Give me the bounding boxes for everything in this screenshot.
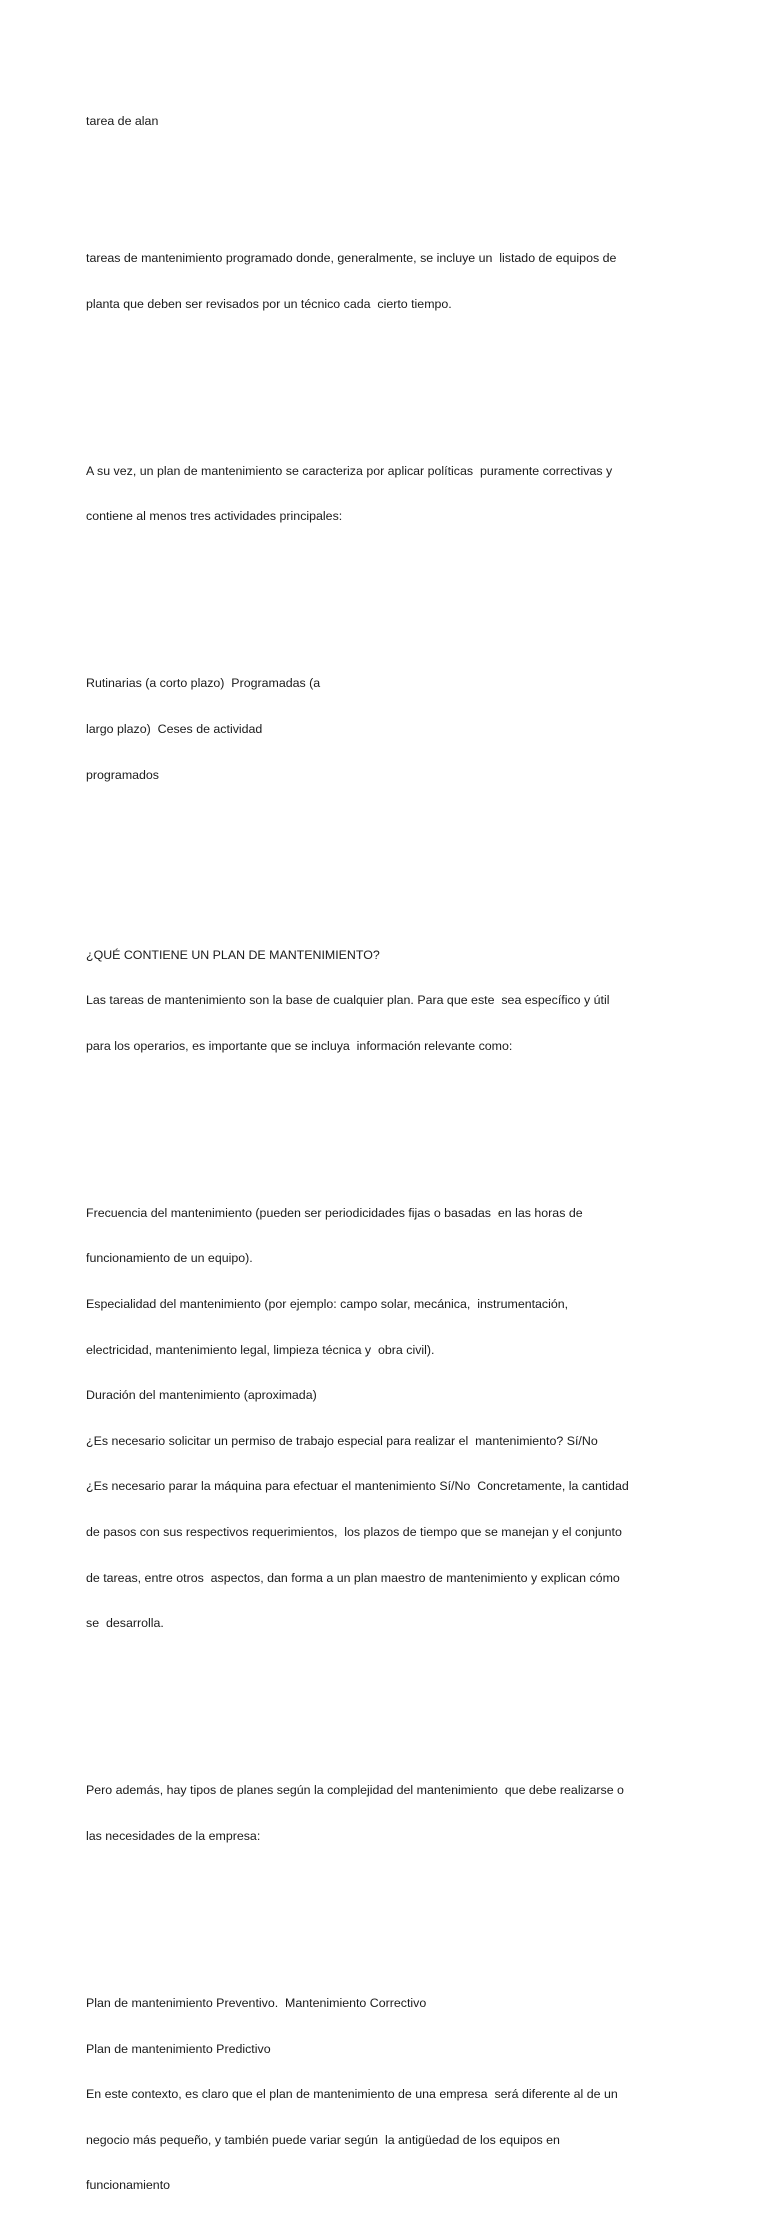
spacer	[86, 160, 686, 175]
section-plan-contents	[86, 917, 686, 1084]
text-line: Las tareas de mantenimiento son la base de cualquier plan. Para que este sea específico y útil	[86, 993, 610, 1008]
spacer	[86, 1692, 686, 1707]
spacer	[86, 585, 686, 600]
paragraph-plan-characteristics	[86, 433, 686, 555]
text-line: ¿Es necesario parar la máquina para efectuar el mantenimiento Sí/No Concretamente, la cantidad	[86, 1479, 629, 1494]
text-line: Plan de mantenimiento Predictivo	[86, 2041, 271, 2056]
text-line: se desarrolla.	[86, 1616, 164, 1631]
text-line: A su vez, un plan de mantenimiento se caracteriza por aplicar políticas puramente correctivas y	[86, 463, 613, 478]
text-line: para los operarios, es importante que se incluya información relevante como:	[86, 1038, 513, 1053]
document-page	[86, 84, 686, 2239]
text-line: de pasos con sus respectivos requerimientos, los plazos de tiempo que se manejan y el conjunto	[86, 1525, 622, 1540]
paragraph-maintenance-tasks	[86, 221, 686, 343]
spacer	[86, 1905, 686, 1920]
text-line: planta que deben ser revisados por un técnico cada cierto tiempo.	[86, 296, 452, 311]
spacer	[86, 373, 686, 388]
spacer	[86, 1115, 686, 1130]
text-line: tareas de mantenimiento programado donde, generalmente, se incluye un listado de equipos de	[86, 251, 617, 266]
text-line: negocio más pequeño, y también puede variar según la antigüedad de los equipos en	[86, 2132, 560, 2147]
section-heading: ¿QUÉ CONTIENE UN PLAN DE MANTENIMIENTO?	[86, 947, 380, 962]
text-line: funcionamiento	[86, 2178, 171, 2193]
text-line: En este contexto, es claro que el plan de mantenimiento de una empresa será diferente al de un	[86, 2087, 618, 2102]
text-line: Frecuencia del mantenimiento (pueden ser periodicidades fijas o basadas en las horas de	[86, 1205, 583, 1220]
text-line: Especialidad del mantenimiento (por ejemplo: campo solar, mecánica, instrumentación,	[86, 1297, 569, 1312]
text-line: funcionamiento de un equipo).	[86, 1251, 253, 1266]
text-line: contiene al menos tres actividades principales:	[86, 509, 343, 524]
text-line: las necesidades de la empresa:	[86, 1828, 261, 1843]
text-line: Rutinarias (a corto plazo) Programadas (a	[86, 676, 321, 691]
activities-list	[86, 646, 686, 813]
text-line: largo plazo) Ceses de actividad	[86, 721, 263, 736]
paragraph-plan-types-intro	[86, 1753, 686, 1875]
spacer	[86, 844, 686, 872]
text-line: de tareas, entre otros aspectos, dan forma a un plan maestro de mantenimiento y explican cómo	[86, 1570, 620, 1585]
text-line: ¿Es necesario solicitar un permiso de trabajo especial para realizar el mantenimiento? Sí/No	[86, 1433, 598, 1448]
text-line: electricidad, mantenimiento legal, limpieza técnica y obra civil).	[86, 1342, 435, 1357]
text-line: Plan de mantenimiento Preventivo. Mantenimiento Correctivo	[86, 1995, 427, 2010]
plan-types-list	[86, 1966, 686, 2224]
details-list	[86, 1175, 686, 1662]
document-title: tarea de alan	[86, 114, 159, 129]
text-line: programados	[86, 767, 160, 782]
text-line: Duración del mantenimiento (aproximada)	[86, 1388, 317, 1403]
text-line: Pero además, hay tipos de planes según la complejidad del mantenimiento que debe realizarse o	[86, 1783, 624, 1798]
